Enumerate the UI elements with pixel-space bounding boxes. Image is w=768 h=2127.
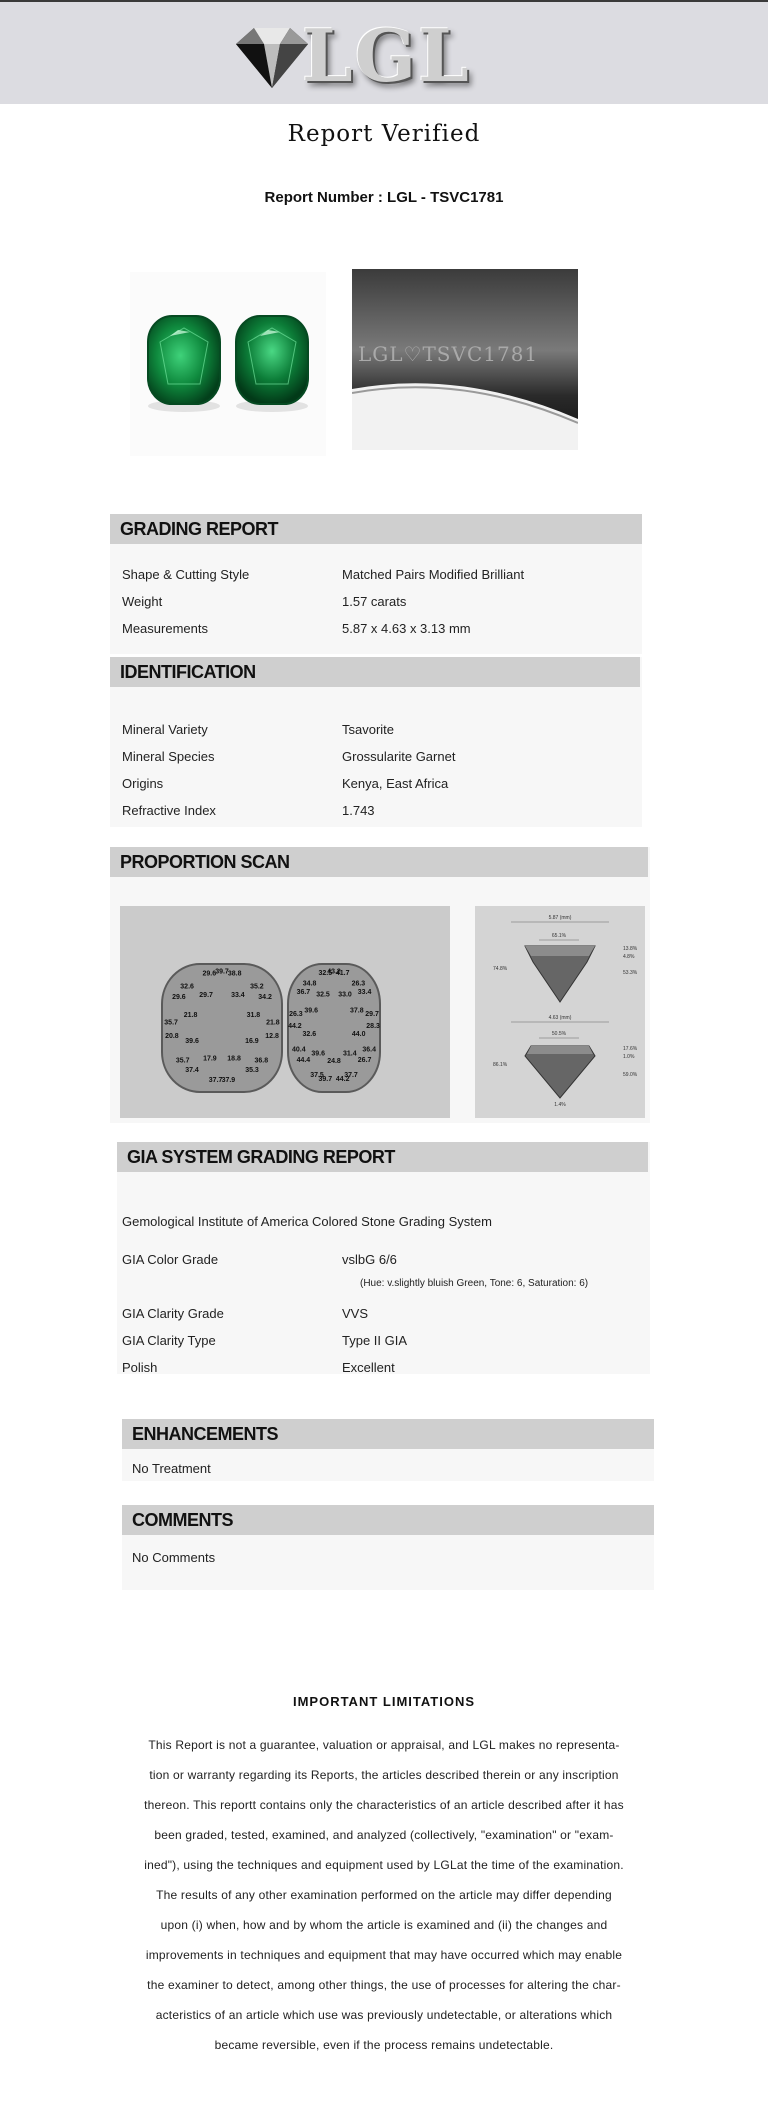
comments-header: COMMENTS: [122, 1505, 654, 1535]
grading-report-header: GRADING REPORT: [110, 514, 642, 544]
scan-left-number-3: 35.2: [250, 983, 264, 991]
gia-value-1: Type II GIA: [342, 1333, 408, 1348]
gia-system-name: Gemological Institute of America Colored Stone Grading System: [122, 1214, 492, 1229]
side-view-label-5: 53.3%: [623, 970, 638, 976]
scan-left-number-10: 35.3: [245, 1067, 259, 1074]
gia-header: GIA SYSTEM GRADING REPORT: [117, 1142, 648, 1172]
grading-label-2: Measurements: [122, 621, 208, 636]
scan-right-number-19: 40.4: [291, 1046, 306, 1054]
side-view-label-6: 4.63 (mm): [548, 1015, 572, 1021]
scan-left-number-4: 34.2: [258, 993, 272, 1001]
side-view-label-7: 50.5%: [551, 1031, 567, 1037]
limitations-line-9: acteristics of an article which use was previously undetectable, or alterations which: [155, 2008, 613, 2022]
limitations-line-1: tion or warranty regarding its Reports, the articles described therein or any inscription: [149, 1768, 619, 1782]
identification-label-2: Origins: [122, 776, 164, 791]
identification-value-3: 1.743: [342, 803, 375, 818]
lgl-logo: [232, 13, 492, 98]
proportion-side-view: [475, 906, 645, 1118]
scan-right-number-21: 44.2: [288, 1023, 302, 1030]
scan-left-number-22: 32.6: [180, 983, 194, 991]
grading-label-1: Weight: [122, 594, 163, 609]
page-title: Report Verified: [287, 121, 481, 147]
scan-right-number-6: 29.7: [365, 1010, 379, 1018]
side-view-label-1: 65.1%: [551, 933, 567, 939]
identification-value-1: Grossularite Garnet: [342, 749, 456, 764]
scan-right-number-16: 37.5: [310, 1072, 324, 1079]
gia-label-2: Polish: [122, 1360, 158, 1375]
scan-right-number-2: 33.0: [338, 991, 352, 999]
limitations-title: IMPORTANT LIMITATIONS: [292, 1694, 476, 1709]
grading-value-1: 1.57 carats: [342, 594, 407, 609]
enhancements-header: ENHANCEMENTS: [122, 1419, 654, 1449]
limitations-line-5: The results of any other examination performed on the article may differ depending: [156, 1888, 612, 1902]
scan-right-number-15: 39.7: [318, 1076, 333, 1083]
gia-label-0: GIA Clarity Grade: [122, 1306, 224, 1321]
side-view-label-0: 5.87 (mm): [548, 915, 572, 921]
page-header: [0, 2, 768, 104]
scan-left-number-7: 12.8: [265, 1033, 279, 1041]
scan-right-number-20: 32.6: [302, 1030, 317, 1038]
scan-left-number-24: 29.6: [202, 970, 217, 978]
scan-right-number-14: 24.8: [327, 1058, 341, 1066]
proportion-scan-header: PROPORTION SCAN: [110, 847, 648, 877]
scan-right-number-27: 32.5: [318, 970, 333, 977]
scan-left-number-14: 17.9: [203, 1055, 217, 1063]
logo-lettering: LGL: [302, 13, 471, 98]
grading-label-0: Shape & Cutting Style: [122, 567, 250, 582]
scan-left-number-23: 29.7: [199, 992, 213, 1000]
limitations-line-7: improvements in techniques and equipment that may have occurred which may enable: [145, 1948, 623, 1962]
limitations-line-6: upon (i) when, how and by whom the article is examined and (ii) the changes and: [160, 1918, 608, 1932]
identification-label-0: Mineral Variety: [122, 722, 208, 737]
side-view-label-10: 1.0%: [623, 1054, 635, 1060]
limitations-line-8: the examiner to detect, among other things, the use of processes for altering the char-: [147, 1978, 621, 1992]
scan-left-number-12: 37.9: [221, 1077, 236, 1084]
side-view-label-11: 59.0%: [623, 1072, 638, 1078]
scan-left-number-19: 35.7: [164, 1019, 178, 1027]
side-view-label-2: 13.8%: [623, 946, 638, 952]
scan-right-number-9: 36.4: [362, 1046, 377, 1054]
enhancements-text: No Treatment: [132, 1461, 211, 1476]
identification-label-1: Mineral Species: [122, 749, 215, 764]
scan-right-number-12: 37.7: [344, 1072, 358, 1079]
identification-value-0: Tsavorite: [342, 722, 395, 737]
scan-left-number-11: 18.8: [227, 1055, 241, 1063]
scan-left-number-20: 21.8: [183, 1012, 198, 1020]
scan-left-number-21: 29.6: [172, 993, 186, 1001]
gia-value-2: Excellent: [342, 1360, 395, 1375]
gia-color-note: (Hue: v.slightly bluish Green, Tone: 6, Saturation: 6): [360, 1278, 589, 1289]
scan-left-number-9: 36.8: [254, 1057, 269, 1065]
limitations-line-3: been graded, tested, examined, and analyzed (collectively, "examination" or "exam-: [154, 1828, 614, 1842]
scan-left-number-5: 31.8: [246, 1012, 261, 1020]
scan-right-number-1: 41.7: [335, 970, 350, 977]
side-view-label-12: 1.4%: [554, 1102, 566, 1108]
diamond-logo-icon: [232, 22, 312, 92]
grading-value-0: Matched Pairs Modified Brilliant: [342, 567, 525, 582]
scan-right-number-17: 39.6: [311, 1050, 326, 1058]
scan-left-number-8: 16.9: [245, 1038, 259, 1045]
limitations-line-4: ined"), using the techniques and equipment used by LGLat the time of the examination.: [144, 1858, 624, 1872]
scan-left-number-6: 21.8: [266, 1019, 280, 1027]
side-view-label-8: 17.6%: [623, 1046, 638, 1052]
gia-color-label: GIA Color Grade: [122, 1252, 219, 1267]
scan-left-number-18: 20.8: [165, 1033, 179, 1041]
scan-right-number-4: 33.4: [357, 989, 372, 997]
limitations-line-2: thereon. This reportt contains only the characteristics of an article described after it has: [144, 1798, 624, 1812]
side-view-label-3: 74.8%: [493, 966, 508, 972]
inscription-text: LGL♡TSVC1781: [358, 342, 539, 366]
scan-left-number-0: 39.7: [215, 968, 229, 976]
limitations-line-0: This Report is not a guarantee, valuation or appraisal, and LGL makes no representa-: [148, 1738, 620, 1752]
gia-value-0: VVS: [342, 1306, 369, 1321]
identification-header: IDENTIFICATION: [110, 657, 640, 687]
scan-right-number-18: 44.4: [296, 1056, 311, 1064]
grading-value-2: 5.87 x 4.63 x 3.13 mm: [342, 621, 471, 636]
scan-right-number-3: 26.3: [351, 980, 366, 988]
scan-right-number-24: 36.7: [296, 989, 311, 997]
inscription-photo: [352, 269, 578, 450]
scan-right-number-0: 43.2: [327, 968, 341, 976]
scan-left-number-1: 38.8: [227, 970, 242, 978]
scan-left-number-2: 33.4: [231, 992, 245, 1000]
limitations-line-10: became reversible, even if the process remains undetectable.: [214, 2038, 554, 2052]
gia-color-value: vslbG 6/6: [342, 1252, 397, 1267]
scan-left-number-15: 37.4: [185, 1067, 199, 1074]
scan-right-number-7: 28.3: [366, 1023, 380, 1030]
scan-left-number-13: 37.7: [208, 1077, 223, 1084]
scan-right-number-10: 26.7: [357, 1056, 372, 1064]
report-number: Report Number : LGL - TSVC1781: [264, 189, 504, 206]
comments-text: No Comments: [132, 1550, 216, 1565]
scan-left-number-16: 35.7: [175, 1057, 190, 1065]
side-view-label-9: 86.1%: [493, 1062, 508, 1068]
scan-right-number-26: 32.5: [316, 991, 330, 999]
gia-label-1: GIA Clarity Type: [122, 1333, 216, 1348]
scan-right-number-11: 31.4: [342, 1050, 357, 1058]
gemstone-photo: [130, 272, 326, 456]
scan-left-number-17: 39.6: [185, 1038, 199, 1045]
scan-right-number-5: 37.8: [349, 1007, 364, 1015]
identification-value-2: Kenya, East Africa: [342, 776, 449, 791]
scan-right-number-23: 39.6: [304, 1007, 319, 1015]
scan-right-number-13: 44.2: [335, 1076, 350, 1083]
scan-right-number-25: 34.8: [302, 980, 317, 988]
scan-right-number-22: 26.3: [289, 1010, 303, 1018]
scan-right-number-8: 44.0: [351, 1030, 366, 1038]
identification-label-3: Refractive Index: [122, 803, 216, 818]
side-view-label-4: 4.8%: [623, 954, 635, 960]
proportion-top-view: [120, 906, 450, 1118]
